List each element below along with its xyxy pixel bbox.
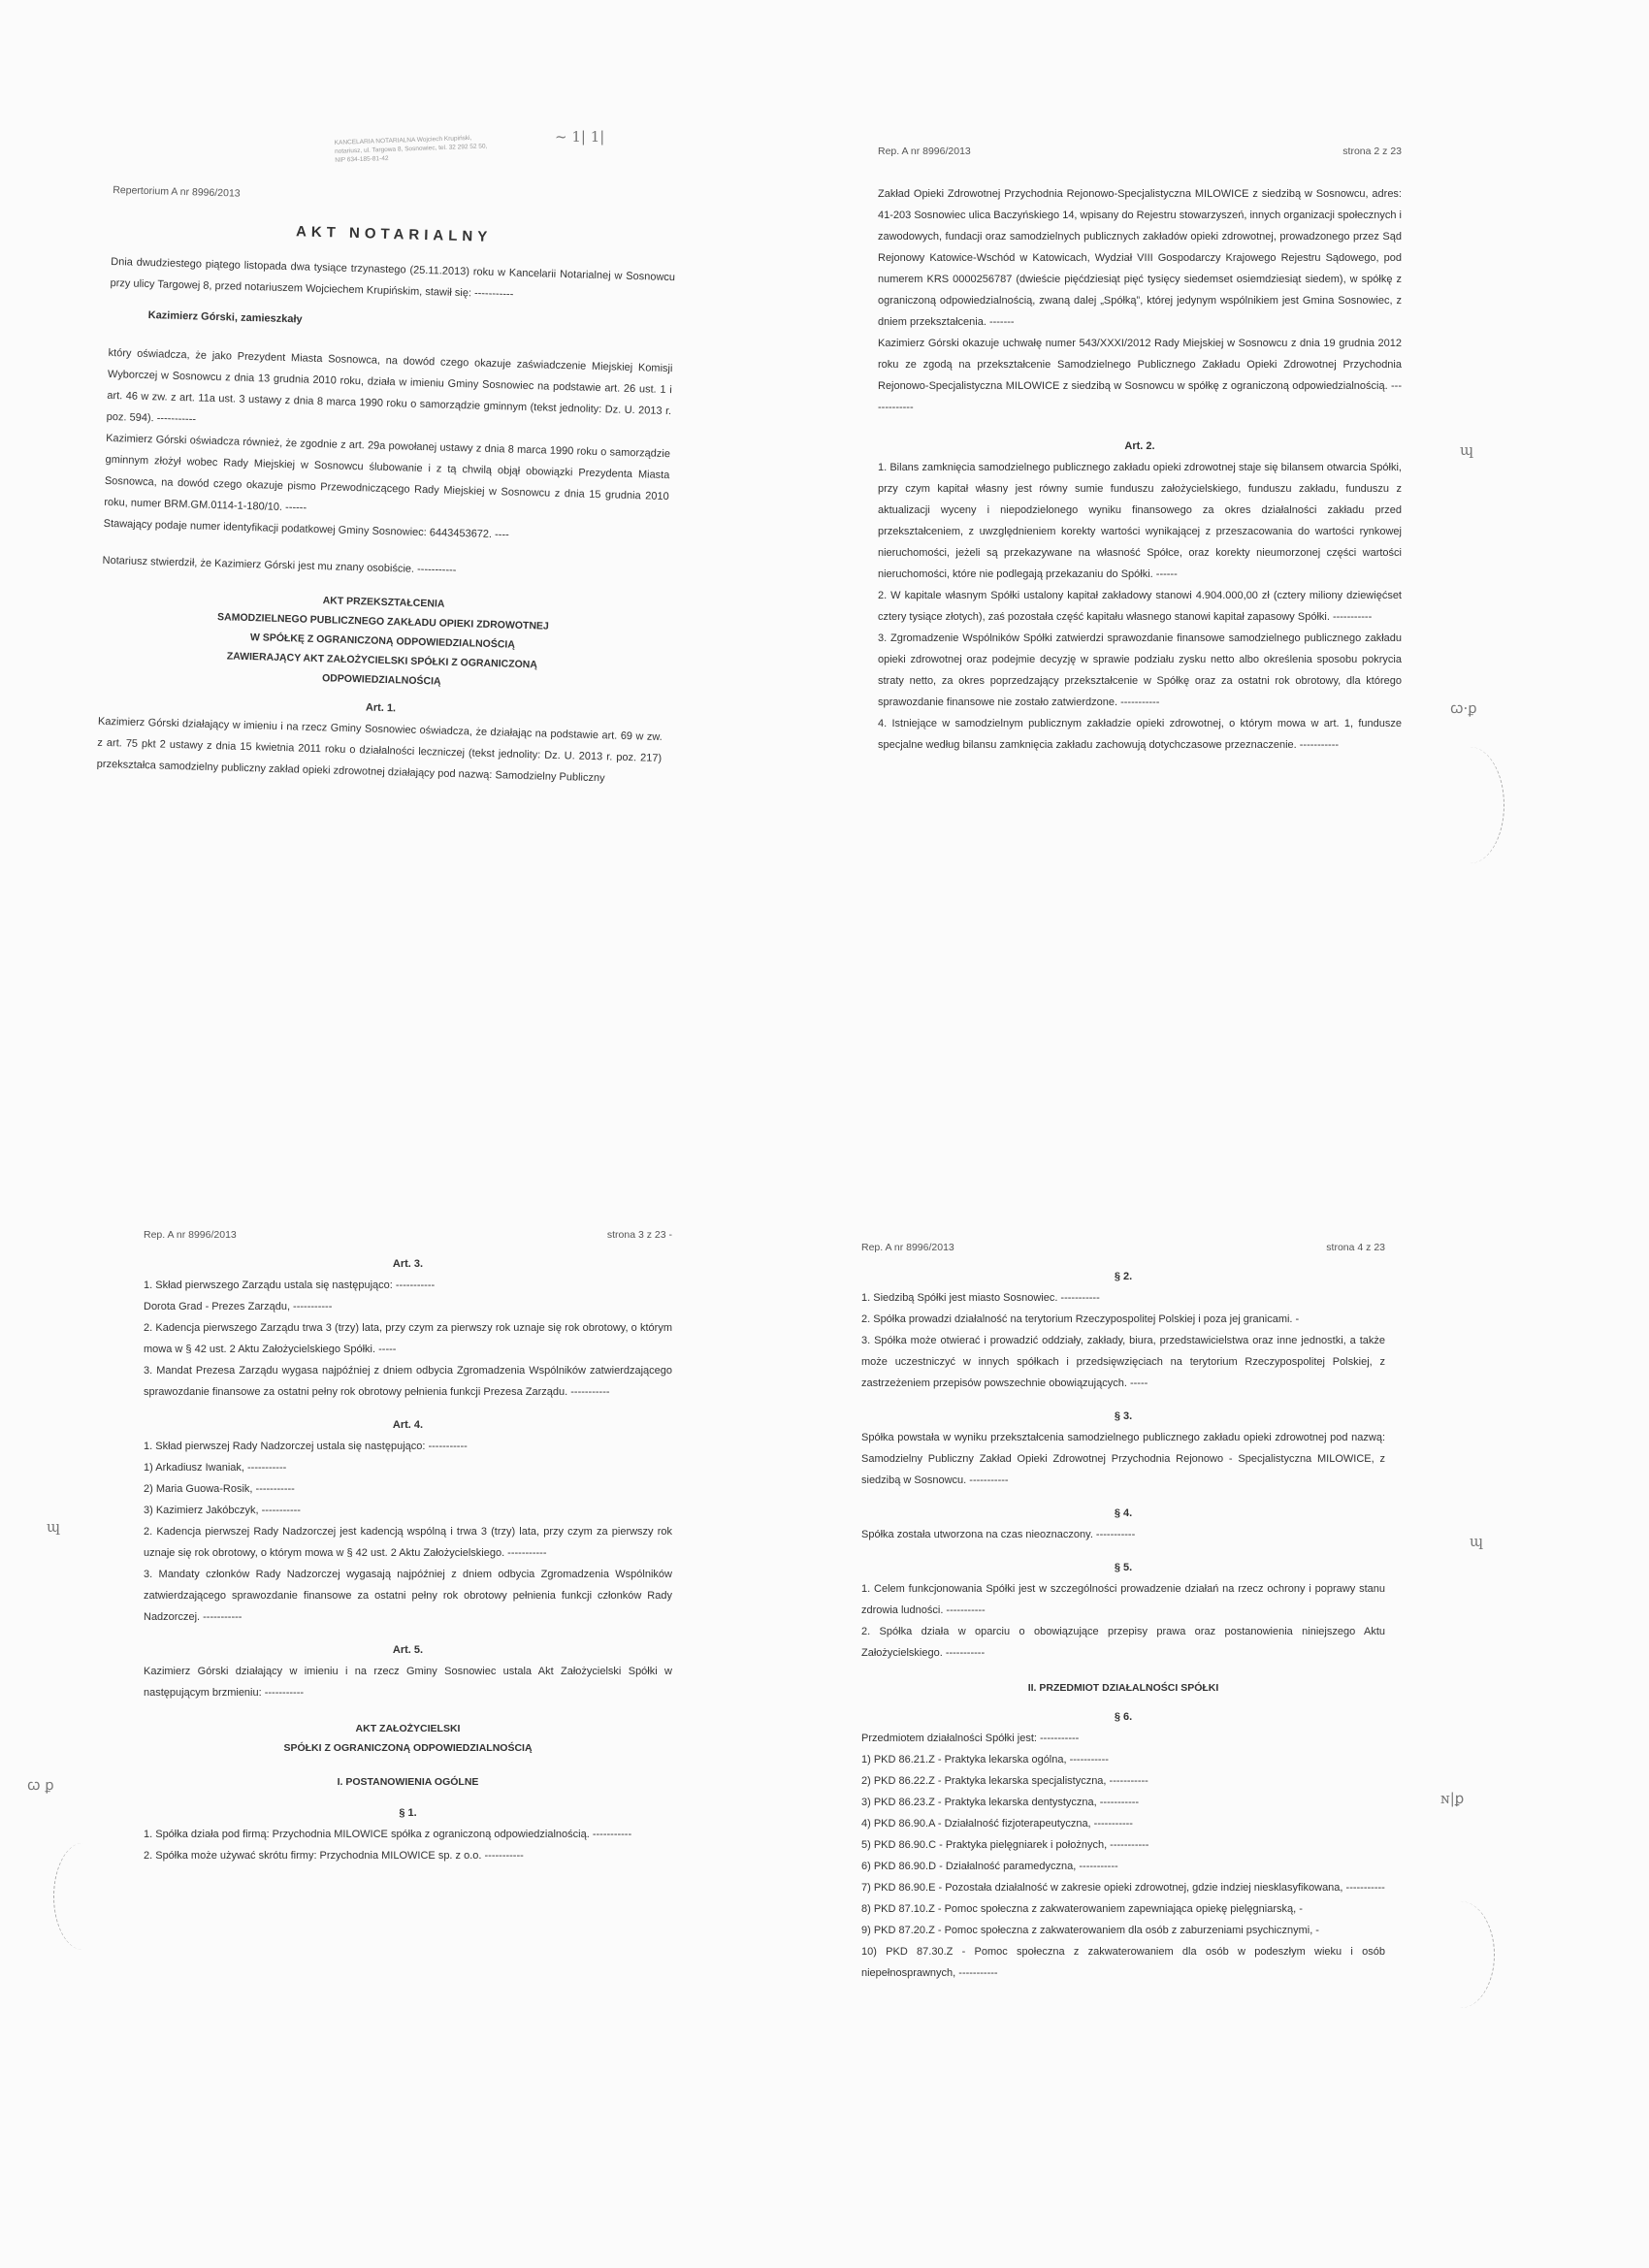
document-title: AKT NOTARIALNY (295, 223, 493, 245)
appearing-person (109, 304, 673, 340)
initials-mark: ɰ (47, 1518, 61, 1536)
paragraph-1: który oświadcza, że jako Prezydent Miasta Sosnowca, na dowód czego okazuje zaświadczenie Miejskiej Komisji Wyborczej w Sosnowcu z dnia 13 grudnia 2010 roku, działa w imieniu Gminy Sosnowiec na podstawie art. 26 ust. 1 i art. 46 w zw. z art. 11a ust. 3 ustawy z dnia 8 marca 1990 roku o samorządzie gminnym (tekst jednolity: Dz. U. 2013 r. poz. 594). ----------- (106, 346, 673, 426)
article-1-text: Kazimierz Górski działający w imieniu i na rzecz Gminy Sosnowiec oświadcza, że działając na podstawie art. 69 w zw. z art. 75 pkt 2 ustawy z dnia 15 kwietnia 2011 roku o działalności leczniczej (tekst jednolity: Dz. U. 2013 r. poz. 217) przekształca samodzielny publiczny zakład opieki zdrowotnej działający pod nazwą: Samodzielny Publiczny (96, 715, 663, 785)
article-2-item: 3. Zgromadzenie Wspólników Spółki zatwierdzi sprawozdanie finansowe samodzielnego publicznego zakładu opieki zdrowotnej oraz podejmie decyzję w sprawie podziału zysku netto albo określenia sposobu pokrycia straty netto, za okres poprzedzający przekształcenie w Spółkę oraz za ostatni rok obrotowy, dla którego sprawozdanie finansowe nie zostało zatwierdzone. ----------- (878, 632, 1402, 708)
page-number: strona 2 z 23 (1342, 146, 1402, 157)
pkd-item: 5) PKD 86.90.C - Praktyka pielęgniarek i położnych, ----------- (861, 1839, 1149, 1851)
council-member: 1) Arkadiusz Iwaniak, ----------- (144, 1462, 287, 1474)
page-header (144, 1224, 672, 1246)
clause: 2. Spółka prowadzi działalność na terytorium Rzeczypospolitej Polskiej i poza jej granicami. - (861, 1313, 1300, 1325)
article-4-title: Art. 4. (392, 1419, 424, 1431)
pkd-item: 1) PKD 86.21.Z - Praktyka lekarska ogólna, ----------- (861, 1754, 1109, 1766)
clause: 2. Spółka może używać skrótu firmy: Przychodnia MILOWICE sp. z o.o. ----------- (144, 1850, 524, 1862)
heading-line: ZAWIERAJĄCY AKT ZAŁOŻYCIELSKI SPÓŁKI Z OGRANICZONĄ (226, 650, 538, 671)
rep-number: Rep. A nr 8996/2013 (144, 1229, 237, 1241)
paragraph-sign: § 2. (1114, 1271, 1133, 1282)
notary-stamp: KANCELARIA NOTARIALNA Wojciech Krupiński, notariusz, ul. Targowa 8, Sosnowiec, tel. 32 292 52 50, NIP 634-185-81-42 (334, 134, 488, 164)
article-2-item: 2. W kapitale własnym Spółki ustalony kapitał zakładowy stanowi 4.904.000,00 zł (cztery miliony dziewięćset cztery tysiące złotych), zaś pozostała część kapitału własnego stanowi kapitał zapasowy Spółki. ----------- (878, 590, 1402, 623)
council-member: 3) Kazimierz Jakóbczyk, ----------- (144, 1505, 301, 1516)
paragraph-sign: § 4. (1114, 1507, 1133, 1519)
paragraph-sign: § 5. (1114, 1562, 1133, 1573)
council-member: 2) Maria Guowa-Rosik, ----------- (144, 1483, 295, 1495)
article-2-item: 4. Istniejące w samodzielnym publicznym zakładzie opieki zdrowotnej, o którym mowa w art. 1, fundusze specjalne według bilansu zamknięcia zakładu zachowują dotychczasowe przeznaczenie. ----------- (878, 718, 1402, 751)
initials-mark: ɴ|ꝑ (1440, 1790, 1465, 1807)
pkd-item: 3) PKD 86.23.Z - Praktyka lekarska dentystyczna, ----------- (861, 1797, 1140, 1808)
article-4-item: 3. Mandaty członków Rady Nadzorczej wygasają najpóźniej z dniem odbycia Zgromadzenia Wspólników zatwierdzającego sprawozdanie finansowe za ostatni pełny rok obrotowy pełnienia funkcji członków Rady Nadzorczej. ----------- (144, 1569, 672, 1623)
person-name: Kazimierz Górski, zamieszkały (147, 309, 303, 326)
pkd-item: 10) PKD 87.30.Z - Pomoc społeczna z zakwaterowaniem dla osób w podeszłym wieku i osób niepełnosprawnych, ----------- (861, 1946, 1385, 1979)
clause: 1. Celem funkcjonowania Spółki jest w szczególności prowadzenie działań na rzecz ochrony i poprawy stanu zdrowia ludności. ----------- (861, 1583, 1385, 1616)
clause: Przedmiotem działalności Spółki jest: ----------- (861, 1733, 1080, 1744)
paragraph-2: Kazimierz Górski oświadcza również, że zgodnie z art. 29a powołanej ustawy z dnia 8 marca 1990 roku o samorządzie gminnym złożył wobec Rady Miejskiej w Sosnowcu ślubowanie i z tą chwilą objął obowiązki Prezydenta Miasta Sosnowca, na dowód czego okazuje pismo Przewodniczącego Rady Miejskiej w Sosnowcu z dnia 15 grudnia 2010 roku, numer BRM.GM.0114-1-180/10. ------ (104, 432, 671, 514)
heading-line: AKT ZAŁOŻYCIELSKI (355, 1723, 461, 1734)
article-3-item: 1. Skład pierwszego Zarządu ustala się następująco: ----------- (144, 1280, 436, 1291)
initials-mark: ɰ (1460, 441, 1474, 459)
document-page-4 (861, 1237, 1385, 1984)
paragraph-3: Stawający podaje numer identyfikacji podatkowej Gminy Sosnowiec: 6443453672. ---- (103, 517, 509, 541)
page-header (861, 1237, 1385, 1258)
heading-line: SAMODZIELNEGO PUBLICZNEGO ZAKŁADU OPIEKI ZDROWOTNEJ (216, 611, 550, 632)
article-3-item: 2. Kadencja pierwszego Zarządu trwa 3 (trzy) lata, przy czym za pierwszy rok uznaje się rok obrotowy, o którym mowa w § 42 ust. 2 Aktu Założycielskiego Spółki. ----- (144, 1322, 672, 1355)
pkd-item: 8) PKD 87.10.Z - Pomoc społeczna z zakwaterowaniem zapewniająca opiekę pielęgniarską, - (861, 1903, 1303, 1915)
document-page-3 (144, 1224, 672, 1866)
document-page-2 (878, 141, 1402, 756)
clause: Spółka została utworzona na czas nieoznaczony. ----------- (861, 1529, 1136, 1540)
pkd-item: 2) PKD 86.22.Z - Praktyka lekarska specjalistyczna, ----------- (861, 1775, 1148, 1787)
initials-mark: ɰ (1470, 1533, 1484, 1550)
clause: Spółka powstała w wyniku przekształcenia samodzielnego publicznego zakładu opieki zdrowotnej pod nazwą: Samodzielny Publiczny Zakład Opieki Zdrowotnej Przychodnia Rejonowo - Specjalistyczna MILOWICE, z siedzibą w Sosnowcu. ----------- (861, 1432, 1385, 1486)
heading-line: AKT PRZEKSZTAŁCENIA (322, 595, 445, 610)
handwritten-mark: ~ 1| 1| (555, 128, 605, 146)
heading-line: SPÓŁKI Z OGRANICZONĄ ODPOWIEDZIALNOŚCIĄ (283, 1742, 533, 1754)
pkd-item: 7) PKD 86.90.E - Pozostała działalność w zakresie opieki zdrowotnej, gdzie indziej niesklasyfikowana, ----------- (861, 1882, 1385, 1894)
paragraph-1: Zakład Opieki Zdrowotnej Przychodnia Rejonowo-Specjalistyczna MILOWICE z siedzibą w Sosnowcu, adres: 41-203 Sosnowiec ulica Baczyńskiego 14, wpisany do Rejestru stowarzyszeń, innych organizacji społecznych i zawodowych, fundacji oraz samodzielnych publicznych zakładów opieki zdrowotnej, prowadzonego przez Sąd Rejonowy Katowice-Wschód w Katowicach, Wydział VIII Gospodarczy Krajowego Rejestru Sądowego, pod numerem KRS 0000256787 (dwieście pięćdziesiąt pięć tysięcy siedemset osiemdziesiąt siedem), w spółkę z ograniczoną odpowiedzialnością, zwaną dalej „Spółką”, której jedynym wspólnikiem jest Gmina Sosnowiec, z dniem przekształcenia. ------- (878, 188, 1402, 328)
paragraph-sign: § 6. (1114, 1711, 1133, 1723)
clause: 1. Siedzibą Spółki jest miasto Sosnowiec. ----------- (861, 1292, 1100, 1304)
page-number: strona 4 z 23 (1326, 1242, 1385, 1253)
pkd-item: 9) PKD 87.20.Z - Pomoc społeczna z zakwaterowaniem dla osób z zaburzeniami psychicznymi, - (861, 1925, 1319, 1936)
paragraph-sign: § 3. (1114, 1410, 1133, 1422)
article-5-title: Art. 5. (392, 1644, 424, 1656)
stamp-arc-mark (1426, 1901, 1495, 2008)
clause: 1. Spółka działa pod firmą: Przychodnia MILOWICE spółka z ograniczoną odpowiedzialnością. ----------- (144, 1829, 632, 1840)
article-4-item: 2. Kadencja pierwszej Rady Nadzorczej jest kadencją wspólną i trwa 3 (trzy) lata, przy czym za pierwszy rok uznaje się rok obrotowy, o którym mowa w § 42 ust. 2 Aktu Założycielskiego. ----------- (144, 1526, 672, 1559)
paragraph-sign: § 1. (399, 1807, 417, 1819)
article-3-title: Art. 3. (392, 1258, 424, 1270)
section-title: I. POSTANOWIENIA OGÓLNE (337, 1776, 479, 1788)
clause: 2. Spółka działa w oparciu o obowiązujące przepisy prawa oraz postanowienia niniejszego Aktu Założycielskiego. ----------- (861, 1626, 1385, 1659)
page-number: strona 3 z 23 - (606, 1229, 672, 1241)
article-1-title: Art. 1. (365, 701, 397, 715)
rep-number: Rep. A nr 8996/2013 (878, 146, 971, 157)
stamp-arc-mark (1436, 747, 1504, 863)
intro-paragraph: Dnia dwudziestego piątego listopada dwa tysiące trzynastego (25.11.2013) roku w Kancelarii Notarialnej w Sosnowcu przy ulicy Targowej 8, przed notariuszem Wojciechem Krupińskim, stawił się: ----------- (110, 255, 676, 301)
article-4-item: 1. Skład pierwszej Rady Nadzorczej ustala się następująco: ----------- (144, 1441, 468, 1452)
section-title: II. PRZEDMIOT DZIAŁALNOŚCI SPÓŁKI (1027, 1682, 1219, 1694)
page-header (878, 141, 1402, 162)
document-page-1 (96, 131, 678, 791)
pkd-item: 6) PKD 86.90.D - Działalność paramedyczna, ----------- (861, 1861, 1118, 1872)
rep-number: Rep. A nr 8996/2013 (861, 1242, 954, 1253)
article-5-text: Kazimierz Górski działający w imieniu i na rzecz Gminy Sosnowiec ustala Akt Założycielski Spółki w następującym brzmieniu: ----------- (144, 1666, 672, 1699)
board-member: Dorota Grad - Prezes Zarządu, ----------- (144, 1301, 333, 1312)
initials-mark: ꞷ ꝑ (27, 1776, 54, 1794)
article-3-item: 3. Mandat Prezesa Zarządu wygasa najpóźniej z dniem odbycia Zgromadzenia Wspólników zatwierdzającego sprawozdanie finansowe za ostatni pełny rok obrotowy pełnienia funkcji Prezesa Zarządu. ----------- (144, 1365, 672, 1398)
paragraph-4: Notariusz stwierdził, że Kazimierz Górski jest mu znany osobiście. ----------- (102, 554, 457, 577)
clause: 3. Spółka może otwierać i prowadzić oddziały, zakłady, biura, przedstawicielstwa oraz inne jednostki, a także może uczestniczyć w innych spółkach i przedsięwzięciach na terytorium Rzeczypospolitej Polskiej, z zastrzeżeniem przepisów powszechnie obowiązujących. ----- (861, 1335, 1385, 1389)
pkd-item: 4) PKD 86.90.A - Działalność fizjoterapeutyczna, ----------- (861, 1818, 1133, 1830)
article-2-title: Art. 2. (1124, 440, 1155, 452)
article-2-item: 1. Bilans zamknięcia samodzielnego publicznego zakładu opieki zdrowotnej staje się bilansem otwarcia Spółki, przy czym kapitał własny jest równy sumie funduszu założycielskiego, funduszu zakładu, funduszu z aktualizacji wyceny i niepodzielonego wyniku finansowego za okres działalności zakładu przed przekształceniem, z uwzględnieniem korekty wartości wynikającej z przeszacowania do wartości rynkowej nieruchomości, jeżeli są przekazywane na własność Spółce, oraz korekty nieumorzonej części wartości nieruchomości, które nie podlegają przekazaniu do Spółki. ------ (878, 462, 1402, 580)
paragraph-2: Kazimierz Górski okazuje uchwałę numer 543/XXXI/2012 Rady Miejskiej w Sosnowcu z dnia 19 grudnia 2012 roku ze zgodą na przekształcenie Samodzielnego Publicznego Zakładu Opieki Zdrowotnej Przychodnia Rejonowo-Specjalistyczna MILOWICE z siedzibą w Sosnowcu w spółkę z ograniczoną odpowiedzialnością. ------------- (878, 338, 1402, 413)
stamp-arc-mark (53, 1843, 113, 1950)
repertory-number: Repertorium A nr 8996/2013 (113, 183, 241, 200)
heading-line: ODPOWIEDZIALNOŚCIĄ (321, 672, 441, 688)
heading-line: W SPÓŁKĘ Z OGRANICZONĄ ODPOWIEDZIALNOŚCIĄ (249, 632, 516, 651)
initials-mark: ꞷ·ꝑ (1450, 699, 1477, 717)
